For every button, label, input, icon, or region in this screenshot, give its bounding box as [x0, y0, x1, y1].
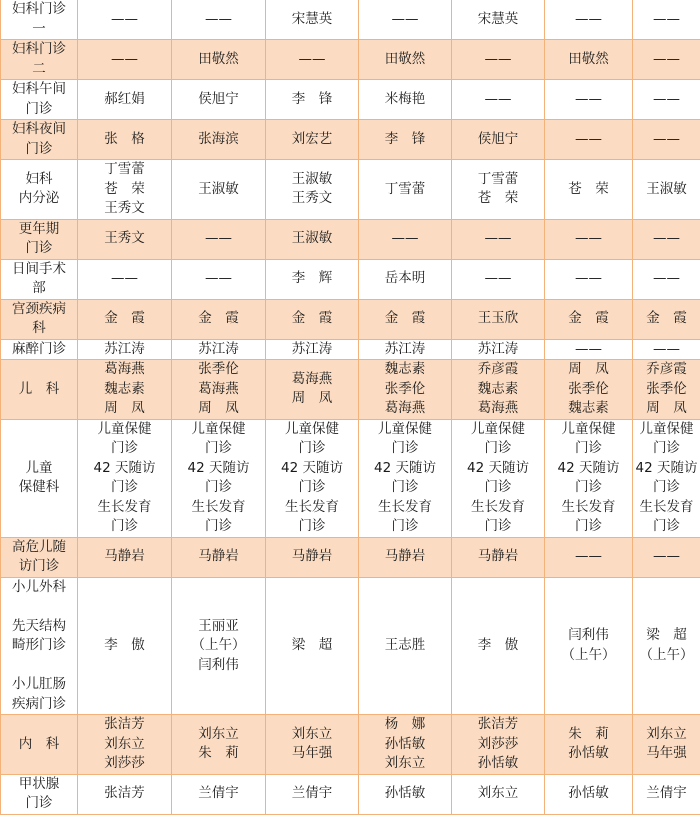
schedule-cell: 葛海燕 魏志素 周 凤: [78, 360, 172, 420]
schedule-cell: 苏江涛: [359, 339, 452, 360]
schedule-cell: 王淑敏: [633, 160, 700, 220]
schedule-cell: 马静岩: [266, 537, 359, 577]
schedule-cell: 葛海燕 周 凤: [266, 360, 359, 420]
schedule-cell: ——: [633, 537, 700, 577]
schedule-cell: ——: [633, 40, 700, 80]
schedule-cell: 宋慧英: [266, 0, 359, 40]
schedule-cell: ——: [545, 80, 633, 120]
schedule-cell: 马静岩: [172, 537, 266, 577]
schedule-cell: ——: [452, 80, 545, 120]
table-row: [1, 40, 700, 80]
schedule-cell: 兰倩宇: [633, 774, 700, 814]
schedule-cell: 刘东立: [452, 774, 545, 814]
schedule-cell: 儿童保健 门诊 42 天随访 门诊 生长发育 门诊: [359, 419, 452, 537]
table-row: [1, 80, 700, 120]
schedule-cell: 张洁芳 刘东立 刘莎莎: [78, 715, 172, 775]
schedule-cell: 儿童保健 门诊 42 天随访 门诊 生长发育 门诊: [172, 419, 266, 537]
schedule-cell: 王秀文: [78, 219, 172, 259]
schedule-cell: ——: [172, 259, 266, 299]
schedule-cell: 儿童保健 门诊 42 天随访 门诊 生长发育 门诊: [452, 419, 545, 537]
schedule-cell: ——: [633, 259, 700, 299]
table-row: [1, 120, 700, 160]
schedule-cell: 金 霞: [78, 299, 172, 339]
table-row: [1, 339, 700, 360]
schedule-cell: 周 凤 张季伦 魏志素: [545, 360, 633, 420]
schedule-cell: ——: [545, 0, 633, 40]
table-row: [1, 259, 700, 299]
table-row: [1, 537, 700, 577]
schedule-cell: ——: [78, 0, 172, 40]
schedule-cell: 魏志素 张季伦 葛海燕: [359, 360, 452, 420]
schedule-cell: 王志胜: [359, 577, 452, 715]
schedule-cell: ——: [633, 219, 700, 259]
schedule-cell: 张季伦 葛海燕 周 凤: [172, 360, 266, 420]
schedule-cell: 丁雪蕾 苍 荣: [452, 160, 545, 220]
schedule-cell: 张洁芳 刘莎莎 孙恬敏: [452, 715, 545, 775]
schedule-cell: 刘东立 马年强: [266, 715, 359, 775]
schedule-cell: 金 霞: [545, 299, 633, 339]
schedule-cell: 李 辉: [266, 259, 359, 299]
schedule-cell: 李 锋: [266, 80, 359, 120]
schedule-cell: ——: [545, 339, 633, 360]
department-cell: 宫颈疾病 科: [1, 299, 78, 339]
department-cell: 小儿外科 先天结构 畸形门诊 小儿肛肠 疾病门诊: [1, 577, 78, 715]
schedule-cell: 苍 荣: [545, 160, 633, 220]
schedule-cell: 儿童保健 门诊 42 天随访 门诊 生长发育 门诊: [545, 419, 633, 537]
table-row: [1, 360, 700, 420]
schedule-cell: ——: [172, 219, 266, 259]
schedule-cell: ——: [452, 219, 545, 259]
schedule-cell: 兰倩宇: [172, 774, 266, 814]
department-cell: 甲状腺 门诊: [1, 774, 78, 814]
schedule-cell: 刘宏艺: [266, 120, 359, 160]
department-cell: 更年期 门诊: [1, 219, 78, 259]
schedule-cell: ——: [545, 120, 633, 160]
schedule-cell: 儿童保健 门诊 42 天随访 门诊 生长发育 门诊: [78, 419, 172, 537]
schedule-cell: 苏江涛: [172, 339, 266, 360]
department-cell: 日间手术 部: [1, 259, 78, 299]
schedule-cell: ——: [78, 259, 172, 299]
schedule-cell: ——: [266, 40, 359, 80]
schedule-cell: 米梅艳: [359, 80, 452, 120]
schedule-cell: 杨 娜 孙恬敏 刘东立: [359, 715, 452, 775]
schedule-cell: 闫利伟 （上午）: [545, 577, 633, 715]
schedule-cell: 李 锋: [359, 120, 452, 160]
schedule-cell: 金 霞: [633, 299, 700, 339]
department-cell: 内 科: [1, 715, 78, 775]
table-row: [1, 299, 700, 339]
schedule-cell: 朱 莉 孙恬敏: [545, 715, 633, 775]
schedule-cell: 金 霞: [359, 299, 452, 339]
schedule-cell: 乔彦霞 张季伦 周 凤: [633, 360, 700, 420]
schedule-cell: 马静岩: [78, 537, 172, 577]
table-row: [1, 577, 700, 715]
schedule-cell: 梁 超 （上午）: [633, 577, 700, 715]
schedule-cell: 李 傲: [78, 577, 172, 715]
schedule-cell: ——: [633, 80, 700, 120]
schedule-cell: 马静岩: [359, 537, 452, 577]
schedule-body: [1, 0, 700, 814]
schedule-cell: 王淑敏: [172, 160, 266, 220]
table-row: [1, 160, 700, 220]
schedule-cell: 刘东立 马年强: [633, 715, 700, 775]
schedule-cell: ——: [452, 259, 545, 299]
schedule-cell: 苏江涛: [78, 339, 172, 360]
schedule-cell: 丁雪蕾 苍 荣 王秀文: [78, 160, 172, 220]
schedule-cell: 儿童保健 门诊 42 天随访 门诊 生长发育 门诊: [633, 419, 700, 537]
schedule-cell: 兰倩宇: [266, 774, 359, 814]
schedule-cell: 田敬然: [359, 40, 452, 80]
schedule-cell: 张洁芳: [78, 774, 172, 814]
schedule-cell: 田敬然: [545, 40, 633, 80]
table-row: [1, 0, 700, 40]
department-cell: 麻醉门诊: [1, 339, 78, 360]
department-cell: 妇科门诊 二: [1, 40, 78, 80]
schedule-cell: 田敬然: [172, 40, 266, 80]
schedule-cell: 张 格: [78, 120, 172, 160]
schedule-cell: 马静岩: [452, 537, 545, 577]
table-row: [1, 219, 700, 259]
schedule-cell: 岳本明: [359, 259, 452, 299]
schedule-cell: ——: [633, 0, 700, 40]
schedule-cell: ——: [452, 40, 545, 80]
schedule-cell: 郝红娟: [78, 80, 172, 120]
schedule-cell: 孙恬敏: [545, 774, 633, 814]
schedule-cell: 金 霞: [172, 299, 266, 339]
department-cell: 妇科夜间 门诊: [1, 120, 78, 160]
table-row: [1, 419, 700, 537]
department-cell: 高危儿随 访门诊: [1, 537, 78, 577]
department-cell: 妇科门诊 一: [1, 0, 78, 40]
schedule-cell: ——: [633, 339, 700, 360]
table-row: [1, 774, 700, 814]
schedule-cell: 王淑敏 王秀文: [266, 160, 359, 220]
schedule-cell: ——: [633, 120, 700, 160]
department-cell: 妇科 内分泌: [1, 160, 78, 220]
schedule-cell: 王玉欣: [452, 299, 545, 339]
schedule-cell: 李 傲: [452, 577, 545, 715]
schedule-cell: 王丽亚 （上午） 闫利伟: [172, 577, 266, 715]
schedule-cell: 宋慧英: [452, 0, 545, 40]
schedule-cell: 孙恬敏: [359, 774, 452, 814]
schedule-cell: ——: [172, 0, 266, 40]
schedule-cell: 侯旭宁: [172, 80, 266, 120]
schedule-cell: 金 霞: [266, 299, 359, 339]
schedule-cell: ——: [545, 219, 633, 259]
schedule-cell: 苏江涛: [266, 339, 359, 360]
schedule-cell: ——: [545, 537, 633, 577]
department-cell: 儿 科: [1, 360, 78, 420]
schedule-cell: 丁雪蕾: [359, 160, 452, 220]
schedule-cell: 刘东立 朱 莉: [172, 715, 266, 775]
department-cell: 妇科午间 门诊: [1, 80, 78, 120]
schedule-cell: ——: [545, 259, 633, 299]
table-row: [1, 715, 700, 775]
department-cell: 儿童 保健科: [1, 419, 78, 537]
schedule-cell: ——: [78, 40, 172, 80]
schedule-cell: 梁 超: [266, 577, 359, 715]
schedule-cell: 乔彦霞 魏志素 葛海燕: [452, 360, 545, 420]
schedule-cell: ——: [359, 219, 452, 259]
schedule-cell: ——: [359, 0, 452, 40]
schedule-cell: 王淑敏: [266, 219, 359, 259]
schedule-cell: 儿童保健 门诊 42 天随访 门诊 生长发育 门诊: [266, 419, 359, 537]
schedule-cell: 侯旭宁: [452, 120, 545, 160]
schedule-cell: 张海滨: [172, 120, 266, 160]
schedule-cell: 苏江涛: [452, 339, 545, 360]
